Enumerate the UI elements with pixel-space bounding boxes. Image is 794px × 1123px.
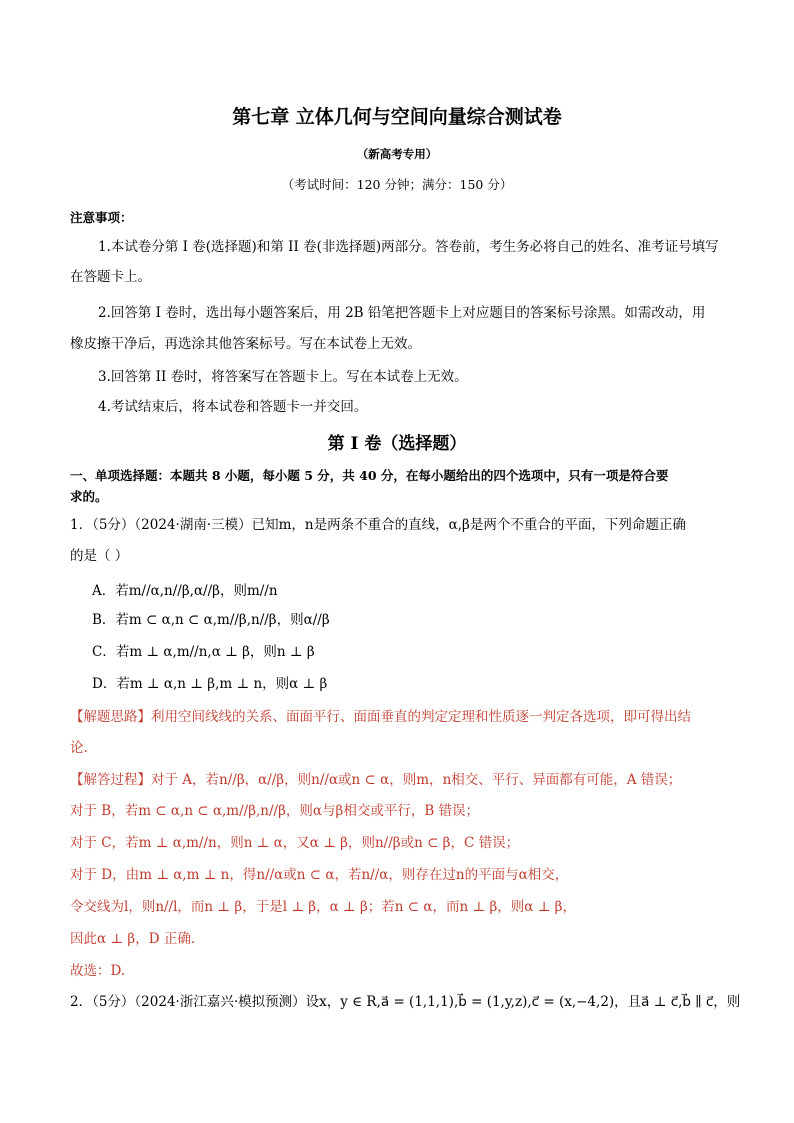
question-1-stem-a: 1．（5分）（2024·湖南·三模）已知m，n是两条不重合的直线，α,β是两个不重合的平面，下列命题正确 [70, 517, 686, 533]
section-title: 第 I 卷（选择题） [327, 434, 467, 454]
section-intro-b: 求的。 [70, 489, 108, 504]
notice-line-4: 4.考试结束后，将本试卷和答题卡一并交回。 [98, 399, 368, 415]
solution-process-line-4: 对于 D，由m ⊥ α,m ⊥ n，得n//α或n ⊂ α，若n//α，则存在过n的平面与α相交， [70, 867, 569, 883]
notice-line-2b: 橡皮擦干净后，再选涂其他答案标号。写在本试卷上无效。 [70, 336, 421, 352]
question-1-option-c: C．若m ⊥ α,m//n,α ⊥ β，则n ⊥ β [92, 644, 315, 660]
page-subtitle: （新高考专用） [356, 147, 438, 161]
question-1-option-b: B．若m ⊂ α,n ⊂ α,m//β,n//β，则α//β [92, 612, 330, 628]
solution-idea-line-a [70, 708, 691, 726]
notice-heading: 注意事项： [70, 210, 133, 225]
section-intro-a: 一、单项选择题：本题共 8 小题，每小题 5 分，共 40 分，在每小题给出的四个选项中，只有一项是符合要 [70, 468, 669, 483]
notice-line-1a: 1.本试卷分第 I 卷(选择题)和第 II 卷(非选择题)两部分。答卷前，考生务必将自己的姓名、准考证号填写 [98, 239, 719, 255]
notice-line-1b: 在答题卡上。 [70, 269, 151, 285]
solution-process-text-1: 对于 A，若n//β，α//β，则n//α或n ⊂ α，则m，n相交、平行、异面都有可能，A 错误； [151, 772, 682, 788]
answer-line: 故选：D. [70, 963, 126, 979]
exam-info: （考试时间：120 分钟；满分：150 分） [281, 177, 513, 192]
solution-process-line-6: 因此α ⊥ β，D 正确. [70, 931, 196, 947]
solution-idea-line-b: 论. [70, 740, 88, 756]
solution-idea-text: 利用空间线线的关系、面面平行、面面垂直的判定定理和性质逐一判定各选项，即可得出结 [151, 709, 691, 725]
solution-idea-label: 【解题思路】 [70, 709, 151, 725]
solution-process-label: 【解答过程】 [70, 772, 151, 788]
solution-process-line-5: 令交线为l，则n//l，而n ⊥ β，于是l ⊥ β，α ⊥ β；若n ⊂ α，而n ⊥ β，则α ⊥ β， [70, 899, 576, 915]
notice-line-3: 3.回答第 II 卷时，将答案写在答题卡上。写在本试卷上无效。 [98, 369, 468, 385]
notice-line-2a: 2.回答第 I 卷时，选出每小题答案后，用 2B 铅笔把答题卡上对应题目的答案标号涂黑。如需改动，用 [98, 305, 706, 321]
page-title: 第七章 立体几何与空间向量综合测试卷 [232, 106, 562, 128]
solution-process-line-1 [70, 771, 681, 789]
solution-process-line-3: 对于 C，若m ⊥ α,m//n，则n ⊥ α，又α ⊥ β，则n//β或n ⊂ β，C 错误； [70, 835, 520, 851]
question-2-stem: 2．（5分）（2024·浙江嘉兴·模拟预测）设x，y ∈ R,a⃗ = (1,1,1),b⃗ = (1,y,z),c⃗ = (x,−4,2)，且a⃗ ⊥ c⃗,b⃗ ∥ c⃗，则 [70, 994, 741, 1010]
question-1-option-a: A．若m//α,n//β,α//β，则m//n [92, 583, 278, 599]
solution-process-line-2: 对于 B，若m ⊂ α,n ⊂ α,m//β,n//β，则α与β相交或平行，B 错误； [70, 803, 480, 819]
question-1-option-d: D．若m ⊥ α,n ⊥ β,m ⊥ n，则α ⊥ β [92, 676, 328, 692]
question-1-stem-b: 的是（ ） [70, 548, 129, 564]
